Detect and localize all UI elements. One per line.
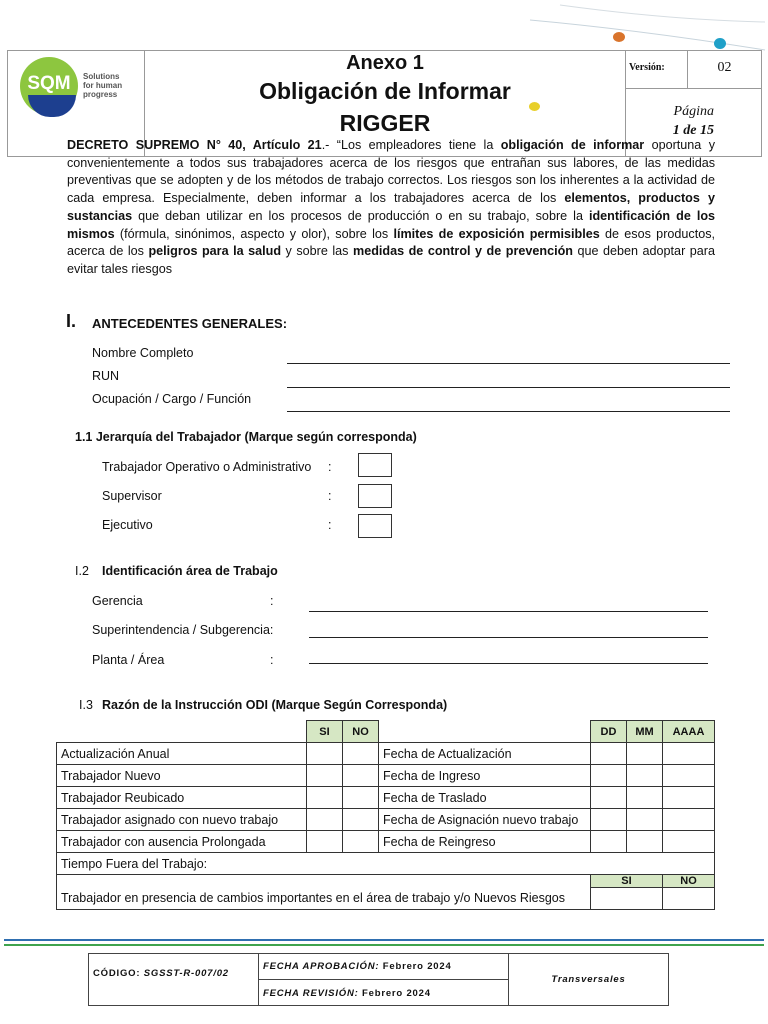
logo-text: SQM — [27, 73, 71, 94]
cell-si[interactable] — [307, 809, 343, 831]
title-main: Obligación de Informar — [259, 78, 511, 104]
gerencia-input-line[interactable] — [309, 611, 708, 612]
col-no: NO — [343, 721, 379, 743]
field-label-ocupacion: Ocupación / Cargo / Función — [92, 392, 252, 406]
field-label-superintendencia: Superintendencia / Subgerencia: — [92, 623, 274, 637]
title-annex: Anexo 1 — [346, 52, 424, 74]
row-date-label: Fecha de Ingreso — [379, 765, 591, 787]
odi-header-row — [57, 721, 715, 743]
cell-aaaa[interactable] — [663, 765, 715, 787]
cell-si[interactable] — [307, 831, 343, 853]
cell-aaaa[interactable] — [663, 831, 715, 853]
checkbox-operativo[interactable] — [358, 453, 392, 477]
cell-si[interactable] — [307, 743, 343, 765]
field-label-gerencia: Gerencia — [92, 594, 143, 608]
nombre-input-line[interactable] — [287, 363, 730, 364]
cell-no[interactable] — [343, 765, 379, 787]
row-reason: Trabajador Nuevo — [57, 765, 307, 787]
version-value: 02 — [717, 60, 732, 75]
checkbox-supervisor[interactable] — [358, 484, 392, 508]
footer-code: CÓDIGO: SGSST-R-007/02 — [93, 968, 229, 979]
cell-mm[interactable] — [627, 765, 663, 787]
logo-tagline: Solutions for human progress — [83, 72, 123, 99]
section-number: I. — [66, 311, 77, 331]
hierarchy-title: 1.1 Jerarquía del Trabajador (Marque según corresponda) — [75, 430, 417, 444]
row-reason: Trabajador Reubicado — [57, 787, 307, 809]
blue-dot — [714, 38, 726, 49]
area-title: Identificación área de Trabajo — [102, 564, 278, 578]
colon: : — [328, 518, 332, 532]
cell-no[interactable] — [343, 787, 379, 809]
table-row — [57, 743, 715, 765]
colon: : — [270, 594, 274, 608]
changes-label: Trabajador en presencia de cambios importantes en el área de trabajo y/o Nuevos Riesgos — [57, 888, 591, 910]
cell-dd[interactable] — [591, 787, 627, 809]
ocupacion-input-line[interactable] — [287, 411, 730, 412]
cell-no[interactable] — [343, 831, 379, 853]
colon: : — [270, 653, 274, 667]
cell-si[interactable] — [307, 787, 343, 809]
row-reason: Actualización Anual — [57, 743, 307, 765]
intro-paragraph: DECRETO SUPREMO N° 40, Artículo 21.- “Los empleadores tiene la obligación de informar oportuna y convenientemente a todos sus trabajadores acerca de los riesgos que entrañan sus labores, de las medidas preventivas que se adopten y de los métodos de trabajo correctos. Los riesgos son los inherentes a la actividad de cada empresa. Especialmente, deben informar a los trabajadores acerca de los elementos, productos y sustancias que deban utilizar en los procesos de producción o en su trabajo, sobre la identificación de los mismos (fórmula, sinónimos, aspecto y olor), sobre los límites de exposición permisibles de esos productos, acerca de los peligros para la salud y sobre las medidas de control y de prevención que deben adoptar para evitar tales riesgos — [67, 138, 716, 276]
cell-aaaa[interactable] — [663, 743, 715, 765]
odi-number: I.3 — [79, 698, 93, 712]
cell-no[interactable] — [343, 743, 379, 765]
row-date-label: Fecha de Traslado — [379, 787, 591, 809]
col-no: NO — [663, 875, 715, 888]
planta-input-line[interactable] — [309, 663, 708, 664]
cell-dd[interactable] — [591, 765, 627, 787]
footer-line-green — [4, 944, 764, 946]
section-title: ANTECEDENTES GENERALES: — [92, 316, 288, 331]
row-date-label: Fecha de Reingreso — [379, 831, 591, 853]
changes-row — [57, 888, 715, 910]
row-reason: Trabajador asignado con nuevo trabajo — [57, 809, 307, 831]
page-label: Página — [673, 104, 714, 119]
col-dd: DD — [591, 721, 627, 743]
changes-header-row — [57, 875, 715, 888]
cell-dd[interactable] — [591, 809, 627, 831]
cell-mm[interactable] — [627, 809, 663, 831]
option-supervisor-label: Supervisor — [102, 489, 162, 503]
col-aaaa: AAAA — [663, 721, 715, 743]
colon: : — [328, 489, 332, 503]
option-operativo-label: Trabajador Operativo o Administrativo — [102, 460, 312, 474]
cell-no[interactable] — [663, 888, 715, 910]
version-label: Versión: — [629, 62, 665, 73]
cell-si[interactable] — [591, 888, 663, 910]
time-away-label[interactable]: Tiempo Fuera del Trabajo: — [57, 853, 715, 875]
time-away-row — [57, 853, 715, 875]
field-label-nombre: Nombre Completo — [92, 346, 194, 360]
run-input-line[interactable] — [287, 387, 730, 388]
table-row — [57, 809, 715, 831]
footer-revision: FECHA REVISIÓN: Febrero 2024 — [263, 988, 431, 999]
row-date-label: Fecha de Actualización — [379, 743, 591, 765]
checkbox-ejecutivo[interactable] — [358, 514, 392, 538]
cell-aaaa[interactable] — [663, 809, 715, 831]
area-number: I.2 — [75, 564, 89, 578]
footer-scope: Transversales — [551, 974, 626, 985]
field-label-planta: Planta / Área — [92, 653, 165, 667]
field-label-run: RUN — [92, 369, 120, 383]
cell-mm[interactable] — [627, 831, 663, 853]
cell-no[interactable] — [343, 809, 379, 831]
cell-dd[interactable] — [591, 831, 627, 853]
cell-si[interactable] — [307, 765, 343, 787]
col-si: SI — [591, 875, 663, 888]
footer-line-blue — [4, 939, 764, 941]
option-ejecutivo-label: Ejecutivo — [102, 518, 153, 532]
table-row — [57, 831, 715, 853]
table-row — [57, 787, 715, 809]
orange-dot — [613, 32, 625, 42]
version-divider — [625, 88, 762, 89]
odi-table — [56, 720, 715, 910]
colon: : — [328, 460, 332, 474]
row-reason: Trabajador con ausencia Prolongada — [57, 831, 307, 853]
col-si: SI — [307, 721, 343, 743]
footer-approval: FECHA APROBACIÓN: Febrero 2024 — [263, 961, 452, 972]
row-date-label: Fecha de Asignación nuevo trabajo — [379, 809, 591, 831]
cell-aaaa[interactable] — [663, 787, 715, 809]
col-mm: MM — [627, 721, 663, 743]
title-role: RIGGER — [339, 110, 431, 136]
table-row — [57, 765, 715, 787]
cell-mm[interactable] — [627, 787, 663, 809]
blank-cell — [57, 875, 591, 888]
superintendencia-input-line[interactable] — [309, 637, 708, 638]
blank-cell — [57, 721, 307, 743]
odi-title: Razón de la Instrucción ODI (Marque Según Corresponda) — [102, 698, 448, 712]
footer-divider — [258, 979, 508, 980]
cell-dd[interactable] — [591, 743, 627, 765]
page-value: 1 de 15 — [672, 123, 714, 138]
blank-cell — [379, 721, 591, 743]
cell-mm[interactable] — [627, 743, 663, 765]
